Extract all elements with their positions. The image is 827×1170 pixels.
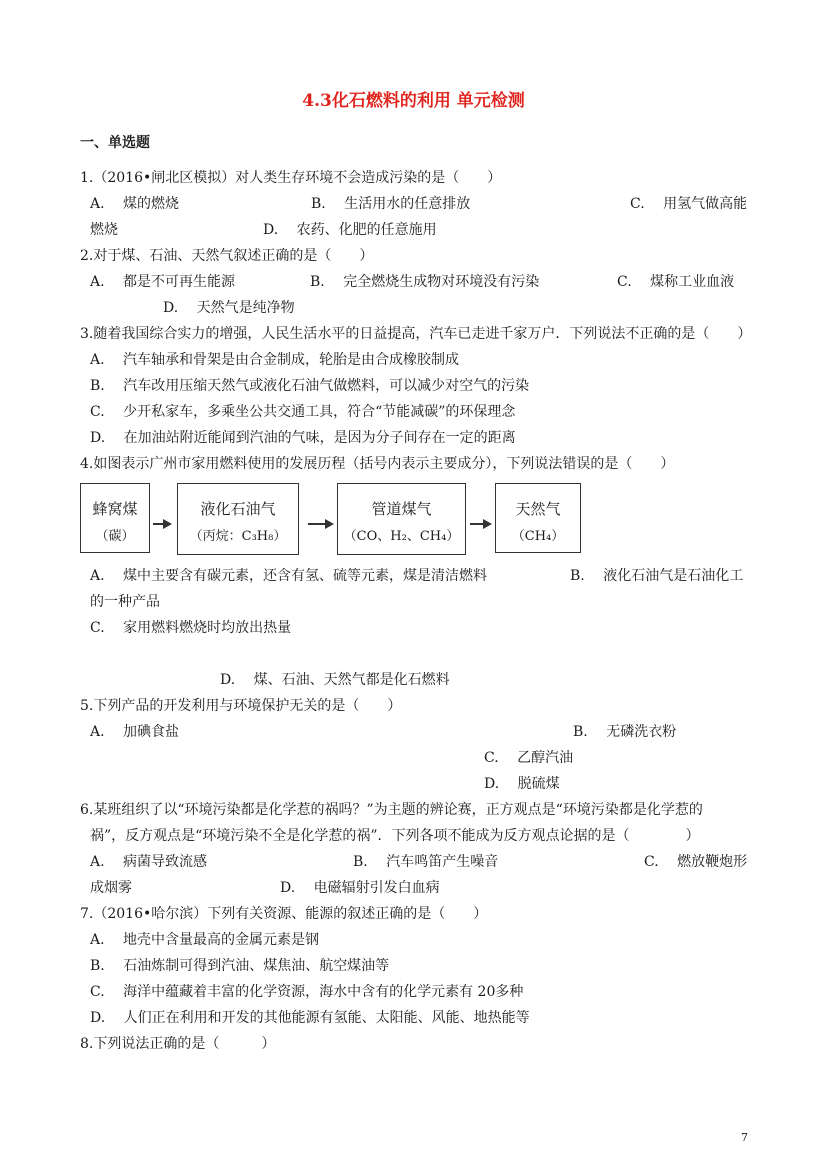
page-title: 4.3化石燃料的利用 单元检测 [302, 91, 525, 111]
question-6-option-c-continued: 成烟雾 [90, 880, 132, 896]
question-8-stem: 8.下列说法正确的是（ ） [80, 1036, 276, 1052]
question-3-option-d: D. 在加油站附近能闻到汽油的气味，是因为分子间存在一定的距离 [90, 430, 516, 446]
question-4-option-d: D. 煤、石油、天然气都是化石燃料 [220, 672, 450, 688]
question-2-stem: 2.对于煤、石油、天然气叙述正确的是（ ） [80, 248, 374, 264]
question-1-option-a: A. 煤的燃烧 [90, 196, 180, 212]
question-5-option-c: C. 乙醇汽油 [484, 750, 574, 766]
question-6-stem: 6.某班组织了以“环境污染都是化学惹的祸吗？”为主题的辨论赛，正方观点是“环境污染都是化学惹的 [80, 802, 703, 818]
diagram-box-formula: （丙烷：C₃H₈） [189, 529, 287, 544]
question-6-stem-continued: 祸”，反方观点是“环境污染不全是化学惹的祸”．下列各项不能成为反方观点论据的是（ ） [90, 828, 700, 844]
question-6-option-b: B. 汽车鸣笛产生噪音 [353, 854, 499, 870]
arrow-icon [470, 523, 490, 525]
diagram-box-natural-gas [495, 483, 581, 553]
diagram-box-formula: （CO、H₂、CH₄） [343, 529, 460, 544]
diagram-box-label: 管道煤气 [371, 500, 432, 518]
question-3-option-c: C. 少开私家车，多乘坐公共交通工具，符合“节能减碳”的环保理念 [90, 404, 516, 420]
question-2-option-c: C. 煤称工业血液 [617, 274, 735, 290]
question-7-option-a: A. 地壳中含量最高的金属元素是钢 [90, 932, 320, 948]
diagram-box-lpg [177, 483, 299, 555]
question-3-stem: 3.随着我国综合实力的增强，人民生活水平的日益提高，汽车已走进千家万户．下列说法不正确的是（ ） [80, 326, 752, 342]
diagram-box-pipeline-gas [337, 483, 466, 555]
diagram-box-label: 液化石油气 [200, 500, 276, 518]
page-number: 7 [741, 1131, 748, 1144]
arrow-icon [153, 523, 170, 525]
question-5-option-b: B. 无磷洗衣粉 [573, 724, 677, 740]
question-4-option-b-continued: 的一种产品 [90, 594, 160, 610]
question-7-stem: 7.（2016•哈尔滨）下列有关资源、能源的叙述正确的是（ ） [80, 906, 488, 922]
question-7-option-c: C. 海洋中蕴藏着丰富的化学资源，海水中含有的化学元素有 20多种 [90, 984, 524, 1000]
question-7-option-d: D. 人们正在利用和开发的其他能源有氢能、太阳能、风能、地热能等 [90, 1010, 530, 1026]
question-6-option-d: D. 电磁辐射引发白血病 [280, 880, 440, 896]
diagram-box-formula: （CH₄） [511, 529, 565, 544]
diagram-box-label: 蜂窝煤 [92, 500, 138, 518]
question-2-option-d: D. 天然气是纯净物 [163, 300, 295, 316]
question-1-option-d: D. 农药、化肥的任意施用 [263, 222, 437, 238]
question-5-option-a: A. 加碘食盐 [90, 724, 180, 740]
question-5-stem: 5.下列产品的开发利用与环境保护无关的是（ ） [80, 698, 402, 714]
question-3-option-b: B. 汽车改用压缩天然气或液化石油气做燃料，可以减少对空气的污染 [90, 378, 530, 394]
question-1-option-c-continued: 燃烧 [90, 222, 118, 238]
question-2-option-a: A. 都是不可再生能源 [90, 274, 236, 290]
question-1-option-c: C. 用氢气做高能 [630, 196, 748, 212]
question-2-option-b: B. 完全燃烧生成物对环境没有污染 [310, 274, 540, 290]
arrow-icon [308, 523, 332, 525]
question-1-option-b: B. 生活用水的任意排放 [311, 196, 471, 212]
section-heading: 一、单选题 [80, 135, 150, 151]
question-1-stem: 1.（2016•闸北区模拟）对人类生存环境不会造成污染的是（ ） [80, 170, 502, 186]
question-4-option-b: B. 液化石油气是石油化工 [570, 568, 744, 584]
diagram-box-honeycomb-coal [80, 483, 150, 553]
question-5-option-d: D. 脱硫煤 [484, 776, 560, 792]
question-3-option-a: A. 汽车轴承和骨架是由合金制成，轮胎是由合成橡胶制成 [90, 352, 460, 368]
diagram-box-label: 天然气 [515, 500, 561, 518]
diagram-box-formula: （碳） [95, 529, 135, 544]
question-6-option-a: A. 病菌导致流感 [90, 854, 208, 870]
question-4-option-c: C. 家用燃料燃烧时均放出热量 [90, 620, 292, 636]
question-7-option-b: B. 石油炼制可得到汽油、煤焦油、航空煤油等 [90, 958, 390, 974]
question-4-option-a: A. 煤中主要含有碳元素，还含有氢、硫等元素，煤是清洁燃料 [90, 568, 488, 584]
question-4-stem: 4.如图表示广州市家用燃料使用的发展历程（括号内表示主要成分），下列说法错误的是（ ） [80, 456, 675, 472]
question-6-option-c: C. 燃放鞭炮形 [644, 854, 748, 870]
